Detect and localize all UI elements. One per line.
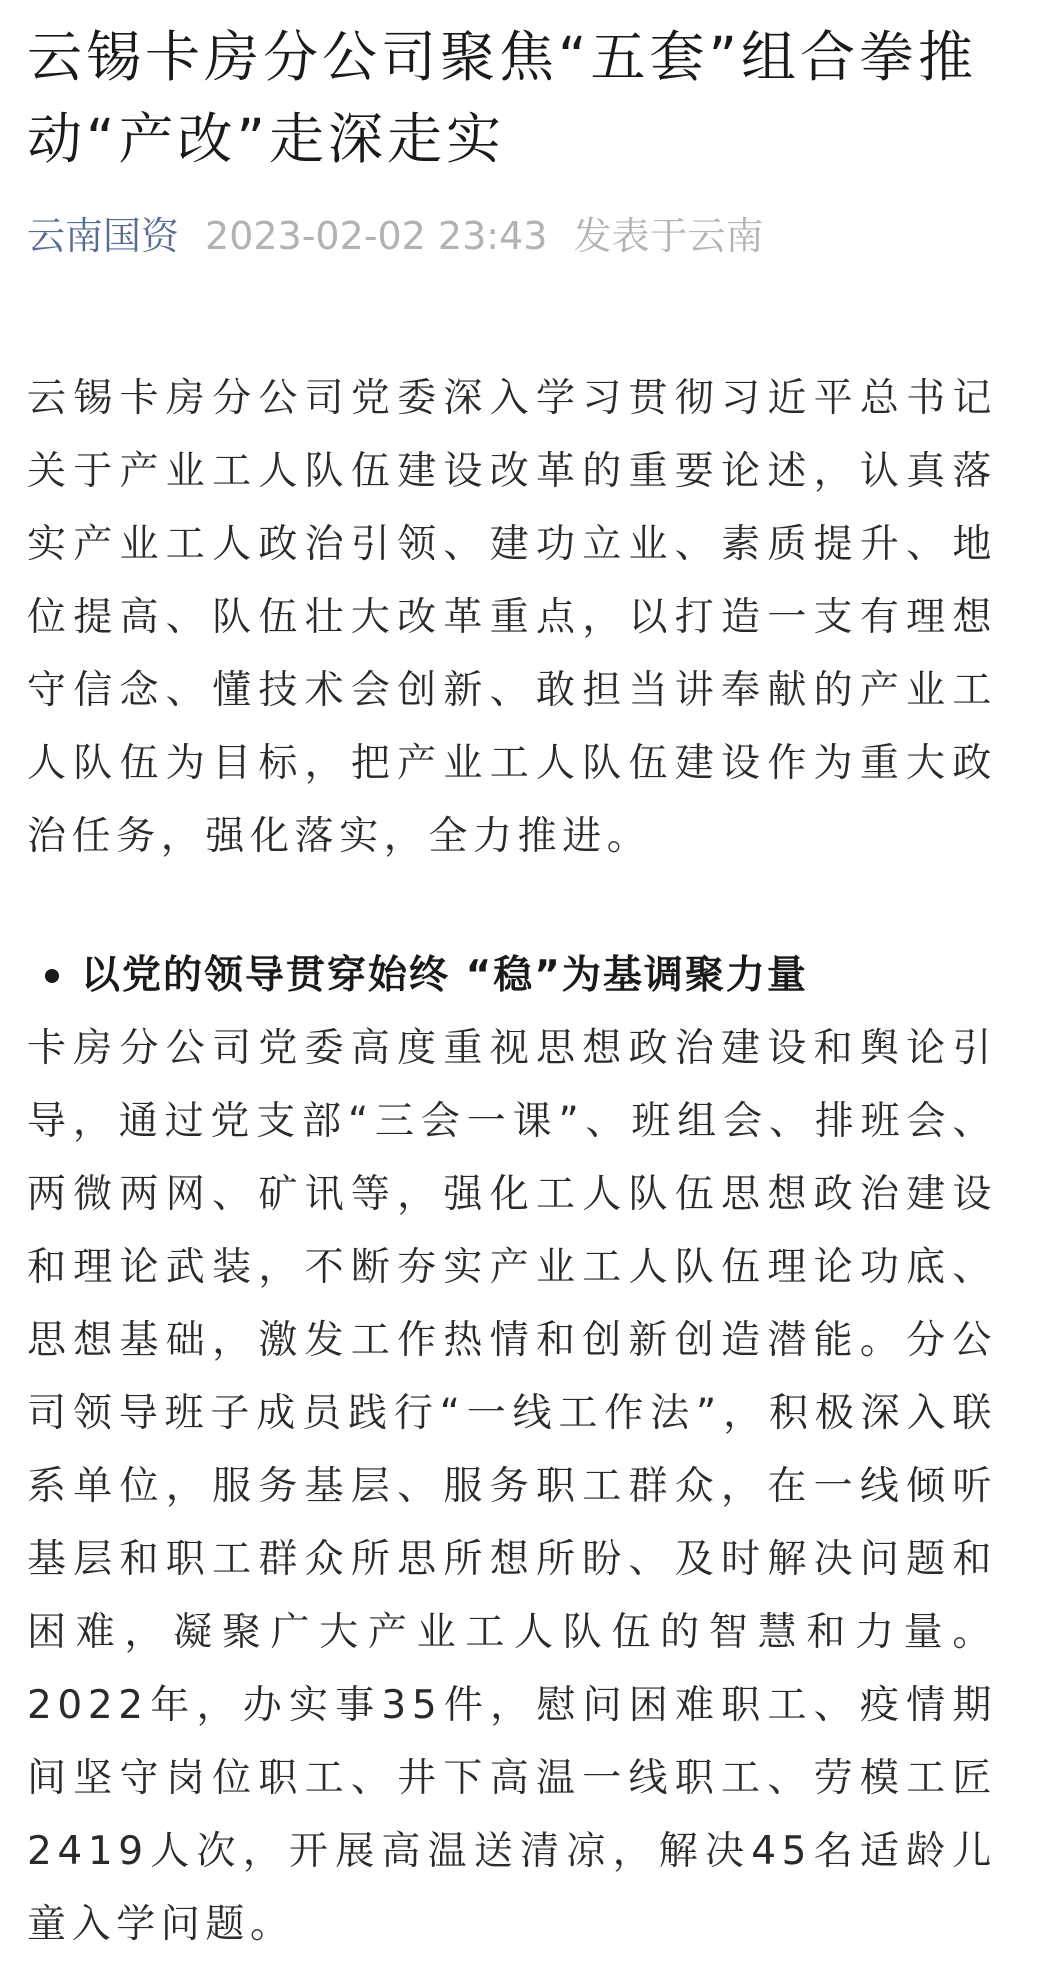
article-title: 云锡卡房分公司聚焦“五套”组合拳推动“产改”走深走实 xyxy=(27,25,977,171)
section-heading-text: 以党的领导贯穿始终 “稳”为基调聚力量 xyxy=(81,953,808,998)
bullet-dot-icon xyxy=(45,969,59,983)
section-heading xyxy=(27,939,997,1012)
body-paragraph: 卡房分公司党委高度重视思想政治建设和舆论引导，通过党支部“三会一课”、班组会、排班会、两微两网、矿讯等，强化工人队伍思想政治建设和理论武装，不断夯实产业工人队伍理论功底、思想基础，激发工作热情和创新创造潜能。分公司领导班子成员践行“一线工作法”，积极深入联系单位，服务基层、服务职工群众，在一线倾听基层和职工群众所思所想所盼、及时解决问题和困难，凝聚广大产业工人队伍的智慧和力量。2022年，办实事35件，慰问困难职工、疫情期间坚守岗位职工、井下高温一线职工、劳模工匠2419人次，开展高温送清凉，解决45名适龄儿童入学问题。 xyxy=(27,1026,997,1947)
intro-paragraph: 云锡卡房分公司党委深入学习贯彻习近平总书记关于产业工人队伍建设改革的重要论述，认真落实产业工人政治引领、建功立业、素质提升、地位提高、队伍壮大改革重点，以打造一支有理想守信念、懂技术会创新、敢担当讲奉献的产业工人队伍为目标，把产业工人队伍建设作为重大政治任务，强化落实，全力推进。 xyxy=(27,376,997,859)
article-meta xyxy=(27,212,997,260)
source-account-link[interactable]: 云南国资 xyxy=(27,214,180,258)
publish-location: 发表于云南 xyxy=(573,214,764,258)
publish-date: 2023-02-02 23:43 xyxy=(205,214,548,258)
